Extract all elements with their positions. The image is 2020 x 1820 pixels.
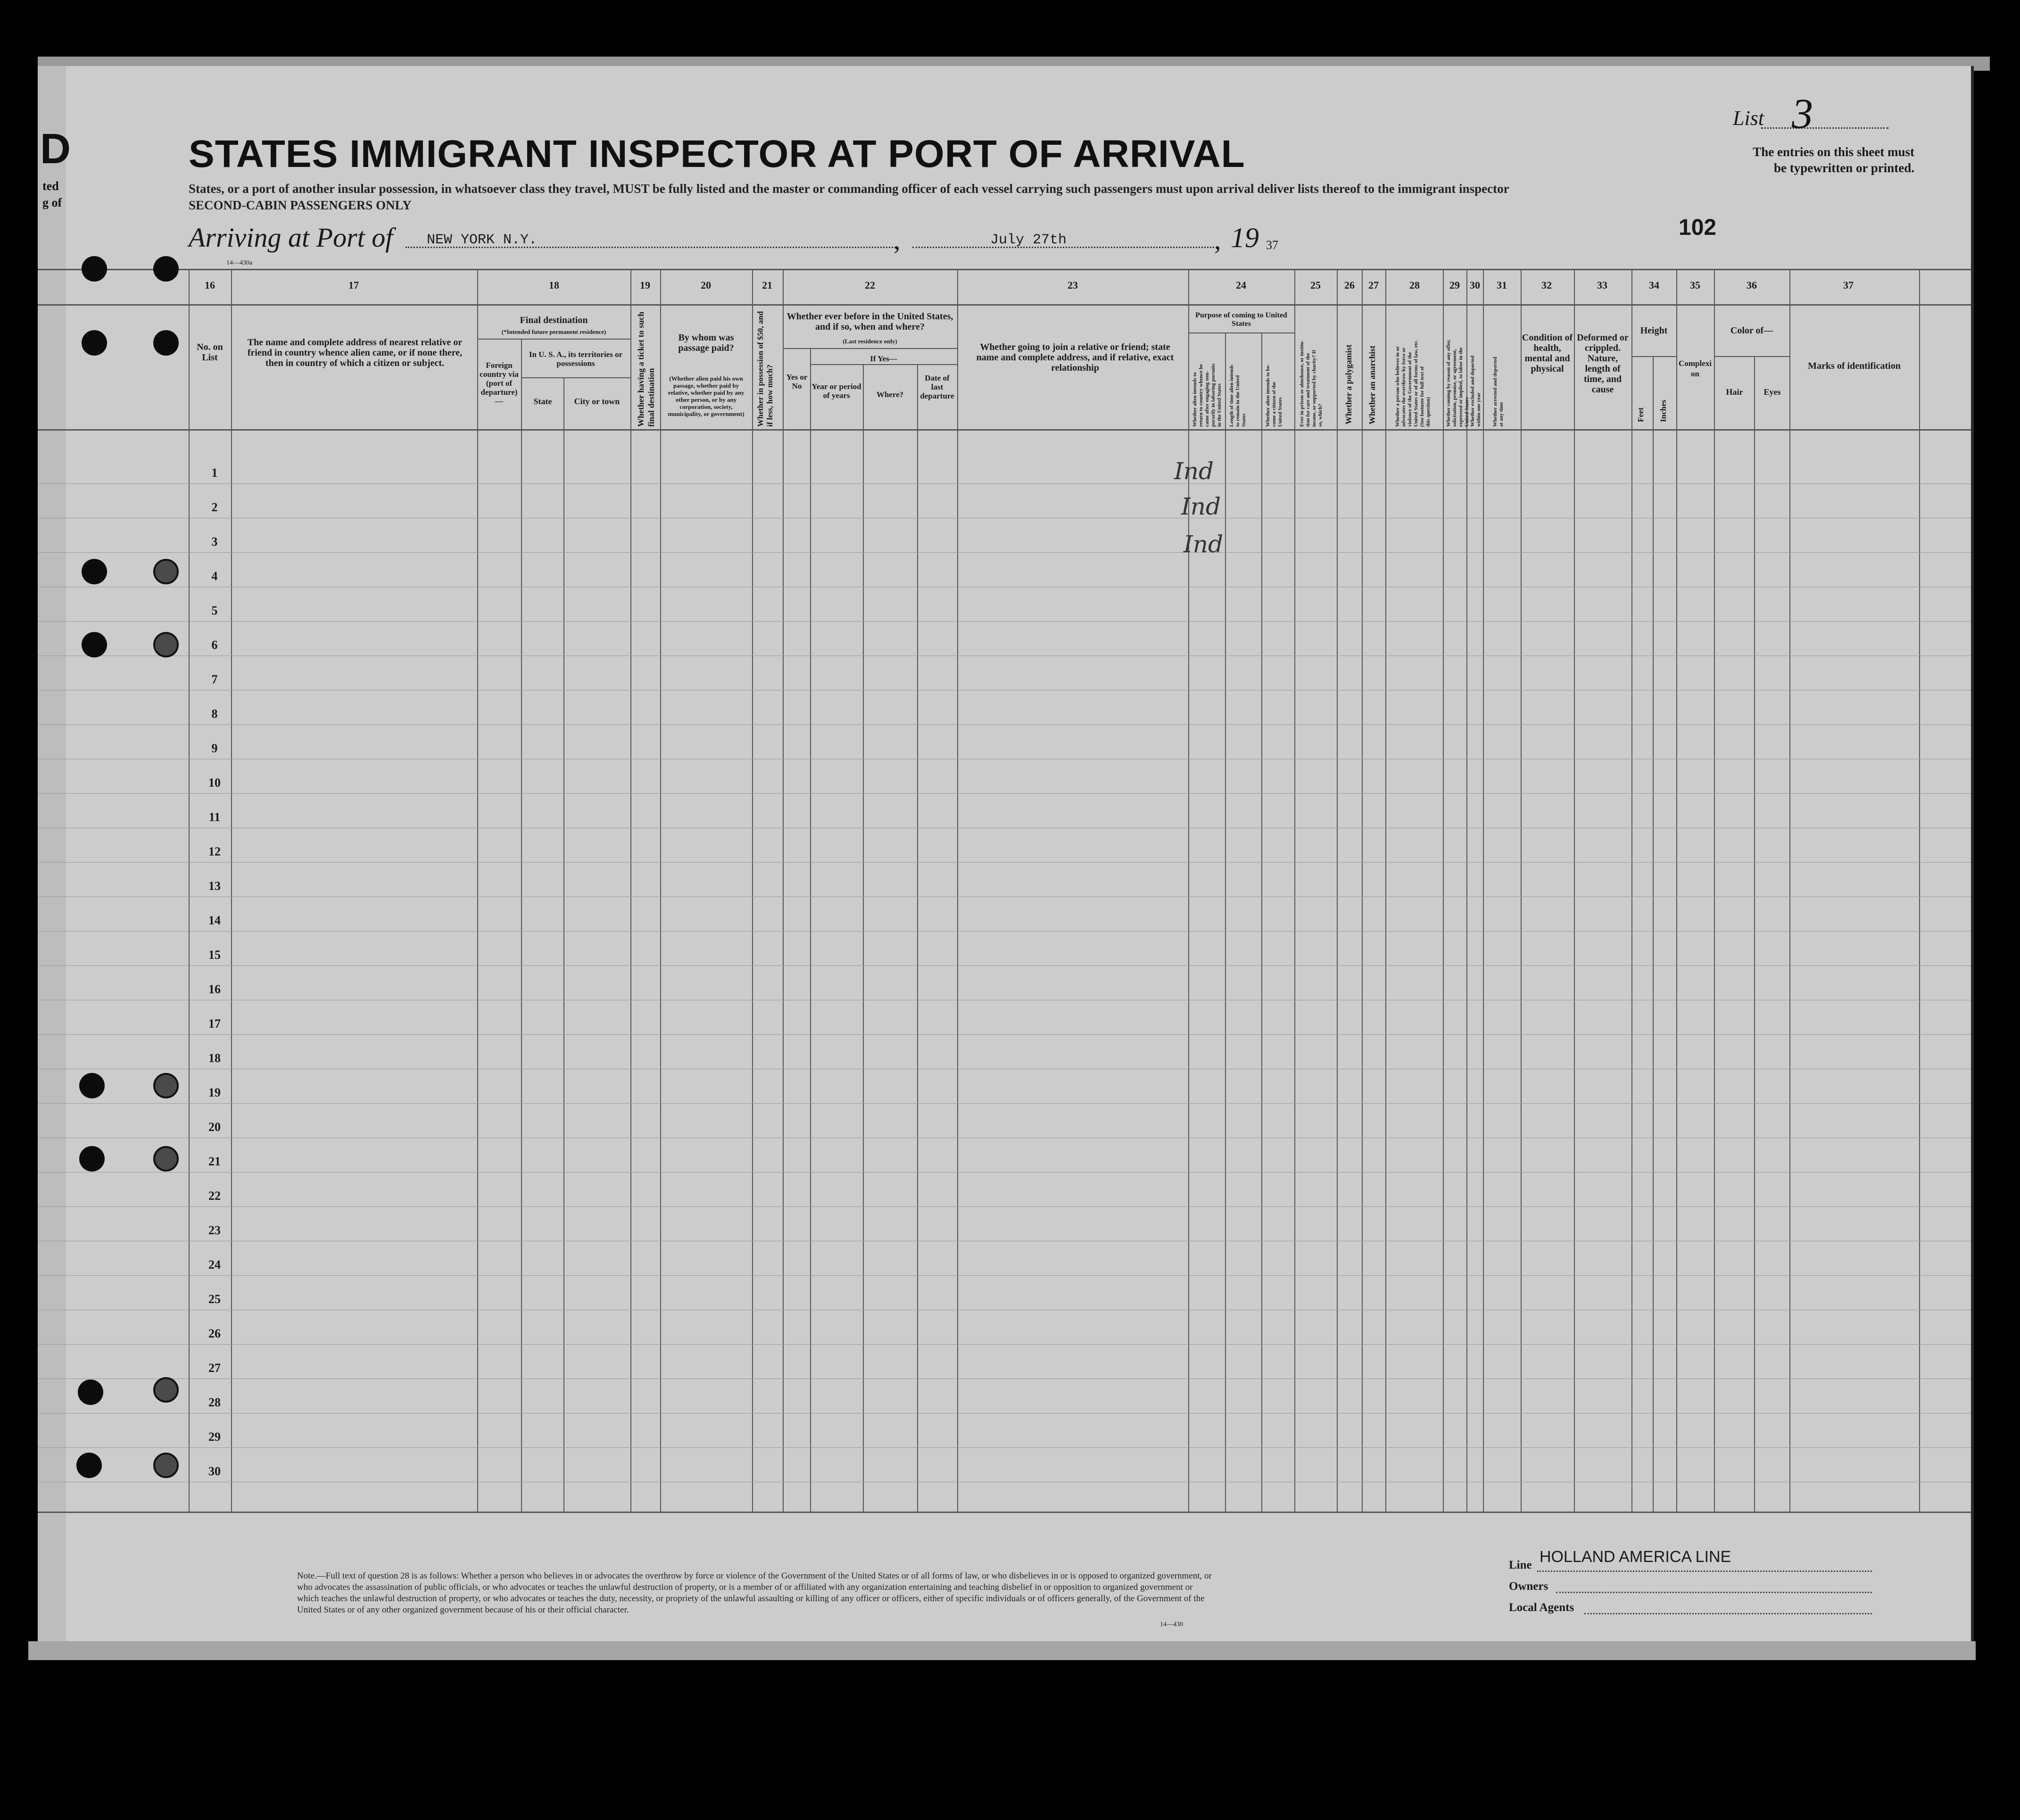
- header-inches: Inches: [1659, 399, 1668, 422]
- grid-col-line: [1653, 356, 1654, 1512]
- footnote-question-28: Note.—Full text of question 28 is as follows: Whether a person who believes in or advocates the overthrow by force or violence of the Government of the United States or of all forms of law, or who disbelieves in or is opposed to organized government, or who advocates the assassination of public officials, or who advocates or teaches the unlawful destruction of property, or is a member of or affiliated with any organization entertaining and teaching disbelief in or opposition to organized government or which teaches the unlawful destruction of property, or who advocates or teaches the duty, necessity, or propriety of the unlawful assaulting or killing of any officer or officers, either of specific individuals or of officers generally, of the Government of the United States or of any other organized government because of his or their official character.: [297, 1571, 1212, 1615]
- grid-subline: [477, 339, 630, 340]
- grid-col-line: [1574, 269, 1575, 1512]
- grid-subline: [521, 377, 630, 378]
- row-number: 16: [208, 982, 221, 996]
- header-in-usa: In U. S. A., its territories or possessions: [529, 350, 623, 368]
- column-number: 27: [1368, 279, 1379, 291]
- grid-subline: [1188, 332, 1294, 333]
- grid-col-line: [1362, 269, 1363, 1512]
- manifest-sheet: [38, 66, 1974, 1646]
- grid-col-line: [563, 377, 564, 1512]
- row-number: 24: [208, 1258, 221, 1272]
- row-line: [38, 724, 1971, 725]
- header-yes-no: Yes or No: [786, 373, 808, 391]
- footer-form-number: 14—430: [1160, 1621, 1183, 1628]
- year-suffix: 37: [1266, 238, 1278, 252]
- header-last-residence: (Last residence only): [843, 338, 897, 345]
- row-number: 5: [211, 604, 218, 617]
- grid-col-line: [863, 364, 864, 1512]
- column-number: 16: [205, 279, 215, 291]
- header-deformed: Deformed or crippled. Nature, length of time, and cause: [1577, 332, 1629, 395]
- grid-col-line: [1466, 269, 1467, 1512]
- header-if-yes: If Yes—: [870, 354, 897, 363]
- header-purpose-citizen: Whether alien intends to be- come a citizen of the United States: [1265, 364, 1283, 427]
- grid-col-line: [810, 348, 811, 1512]
- port-value: NEW YORK N.Y.: [427, 232, 538, 248]
- binder-hole: [82, 632, 107, 657]
- column-number: 17: [348, 279, 359, 291]
- header-ever-before-us: Whether ever before in the United States, and if so, when and where?: [786, 311, 953, 332]
- binder-hole: [153, 559, 179, 584]
- grid-col-line: [1676, 269, 1677, 1512]
- grid-subline: [1714, 356, 1789, 357]
- binder-hole: [79, 1146, 105, 1172]
- header-excluded: Whether excluded and deported within one year: [1470, 355, 1482, 427]
- grid-bottom-line: [38, 1512, 1971, 1513]
- row-line: [38, 1275, 1971, 1276]
- form-title: STATES IMMIGRANT INSPECTOR AT PORT OF ARRIVAL: [189, 133, 1245, 175]
- grid-subline: [1631, 356, 1676, 357]
- column-number: 31: [1497, 279, 1507, 291]
- row-line: [38, 1447, 1971, 1448]
- binder-hole: [82, 559, 107, 584]
- row-number: 12: [208, 845, 221, 858]
- header-q28: Whether a person who believes in or advocates the overthrow by force or violence of the Government of the United States or of all forms of law, etc. (See footnote for full text of this question): [1395, 340, 1431, 427]
- grid-colnum-line: [38, 304, 1971, 306]
- entries-note: [1679, 144, 1914, 176]
- line-label: Line: [1509, 1559, 1532, 1571]
- local-agents-label: Local Agents: [1509, 1601, 1574, 1614]
- column-number: 35: [1690, 279, 1700, 291]
- row-number: 7: [211, 673, 218, 686]
- left-stub-letter: D: [40, 125, 71, 173]
- grid-col-line: [1483, 269, 1484, 1512]
- row-number: 9: [211, 741, 218, 755]
- row-number: 10: [208, 776, 221, 789]
- row-number: 1: [211, 466, 218, 480]
- row-number: 3: [211, 535, 218, 548]
- row-number: 26: [208, 1327, 221, 1340]
- column-number: 34: [1649, 279, 1659, 291]
- column-number: 33: [1597, 279, 1607, 291]
- grid-col-line: [957, 269, 958, 1512]
- row-number: 20: [208, 1120, 221, 1134]
- arriving-label: Arriving at Port of: [189, 222, 393, 253]
- grid-col-line: [1631, 269, 1632, 1512]
- grid-col-line: [1789, 269, 1790, 1512]
- row-number: 2: [211, 500, 218, 514]
- owners-label: Owners: [1509, 1580, 1548, 1593]
- header-join-relative: Whether going to join a relative or friend; state name and complete address, and if relative, exact relationship: [976, 342, 1174, 373]
- row-number: 17: [208, 1017, 221, 1031]
- local-agents-rule: [1584, 1613, 1872, 1614]
- row-line: [38, 1103, 1971, 1104]
- row-number: 11: [208, 810, 221, 824]
- grid-col-line: [477, 269, 478, 1512]
- binder-hole: [153, 1073, 179, 1098]
- header-city: City or town: [574, 397, 620, 406]
- entries-note-line-1: The entries on this sheet must: [1753, 145, 1914, 159]
- row-line: [38, 793, 1971, 794]
- grid-col-line: [660, 269, 661, 1512]
- grid-subline: [810, 364, 957, 365]
- header-color-of: Color of—: [1730, 325, 1773, 336]
- binder-hole: [153, 330, 179, 356]
- grid-col-line: [917, 364, 918, 1512]
- row-line: [38, 862, 1971, 863]
- grid-col-line: [1294, 269, 1295, 1512]
- binder-hole: [153, 632, 179, 657]
- header-nearest-relative: The name and complete address of nearest relative or friend in country whence alien came, or if none there, then in country of which a citizen or subject.: [247, 337, 463, 368]
- grid-col-line: [1261, 332, 1262, 1512]
- row-number: 23: [208, 1223, 221, 1237]
- grid-col-line: [752, 269, 753, 1512]
- header-height: Height: [1640, 325, 1668, 336]
- handwritten-purpose-entry: Ind: [1184, 531, 1223, 558]
- row-number: 6: [211, 638, 218, 652]
- header-passage-paid: By whom was passage paid?: [678, 332, 734, 353]
- column-number: 36: [1747, 279, 1757, 291]
- binder-hole: [153, 256, 179, 282]
- binder-hole: [153, 1146, 179, 1172]
- header-state: State: [533, 397, 552, 406]
- grid-col-line: [231, 269, 232, 1512]
- line-rule: [1537, 1571, 1872, 1572]
- left-stub-text-1: ted: [42, 179, 59, 193]
- year-prefix: 19: [1231, 222, 1259, 253]
- column-number: 21: [762, 279, 772, 291]
- header-arrested: Whether arrested and deported at any time: [1492, 357, 1504, 427]
- header-ticket: Whether having a ticket to such final destination: [636, 311, 656, 427]
- row-number: 4: [211, 569, 218, 583]
- column-number: 32: [1541, 279, 1552, 291]
- column-number: 24: [1236, 279, 1246, 291]
- column-number: 20: [701, 279, 711, 291]
- grid-col-line: [1385, 269, 1386, 1512]
- header-prison: Ever in prison or almshouse, or institu- tion for care and treatment of the insane, or supported by charity? If so, which?: [1299, 340, 1323, 427]
- row-line: [38, 1344, 1971, 1345]
- grid-col-line: [1919, 269, 1920, 1512]
- row-number: 30: [208, 1464, 221, 1478]
- binder-hole: [153, 1377, 179, 1403]
- row-line: [38, 621, 1971, 622]
- header-final-destination-note: (*Intended future permanent residence): [501, 328, 606, 335]
- row-number: 13: [208, 879, 221, 893]
- column-number: 18: [549, 279, 559, 291]
- row-line: [38, 965, 1971, 966]
- entries-note-line-2: be typewritten or printed.: [1774, 161, 1914, 175]
- row-line: [38, 483, 1971, 484]
- grid-col-line: [630, 269, 631, 1512]
- grid-col-line: [189, 269, 190, 1512]
- grid-subline: [783, 348, 957, 349]
- grid-col-line: [1754, 356, 1755, 1512]
- left-stub-text-2: g of: [42, 196, 62, 209]
- header-where: Where?: [876, 390, 904, 399]
- comma-separator: ,: [1214, 224, 1221, 255]
- binder-hole: [82, 256, 107, 282]
- handwritten-purpose-entry: Ind: [1174, 457, 1214, 485]
- header-fifty-dollars: Whether in possession of $50, and if less, how much?: [756, 311, 774, 427]
- list-label: List: [1733, 107, 1764, 130]
- grid-col-line: [1714, 269, 1715, 1512]
- owners-rule: [1556, 1592, 1872, 1593]
- row-number: 28: [208, 1396, 221, 1409]
- row-number: 25: [208, 1292, 221, 1306]
- grid-col-line: [1443, 269, 1444, 1512]
- header-marks-identification: Marks of identification: [1808, 361, 1901, 371]
- header-purpose-length: Length of time alien intends to remain in the United States: [1229, 365, 1247, 427]
- column-number: 22: [865, 279, 875, 291]
- row-number: 21: [208, 1155, 221, 1168]
- column-number: 26: [1344, 279, 1355, 291]
- form-number: 14—430a: [226, 259, 253, 266]
- binder-hole: [82, 330, 107, 356]
- binder-hole: [78, 1380, 103, 1405]
- row-line: [38, 552, 1971, 553]
- row-number: 18: [208, 1051, 221, 1065]
- binder-hole: [153, 1453, 179, 1478]
- column-number: 28: [1409, 279, 1420, 291]
- grid-col-line: [1188, 269, 1189, 1512]
- grid-col-line: [783, 269, 784, 1512]
- header-anarchist: Whether an anarchist: [1367, 345, 1377, 424]
- header-years: Year or period of years: [811, 382, 861, 400]
- header-foreign-country: Foreign country via (port of departure)—: [480, 361, 519, 406]
- row-number: 22: [208, 1189, 221, 1203]
- sheet-number: 102: [1679, 215, 1717, 240]
- passenger-class-note: SECOND-CABIN PASSENGERS ONLY: [189, 198, 412, 212]
- page-bottom-edge: [28, 1641, 1976, 1660]
- column-number: 30: [1470, 279, 1480, 291]
- date-value: July 27th: [990, 232, 1067, 248]
- row-number: 19: [208, 1086, 221, 1099]
- shipping-line-name: HOLLAND AMERICA LINE: [1540, 1548, 1731, 1566]
- header-purpose: Purpose of coming to United States: [1195, 311, 1287, 328]
- header-date-departure: Date of last departure: [920, 374, 954, 400]
- header-final-destination: Final destination: [520, 315, 588, 325]
- row-number: 14: [208, 914, 221, 927]
- grid-col-line: [1225, 332, 1226, 1512]
- grid-col-line: [1521, 269, 1522, 1512]
- binding-margin: [38, 66, 66, 1646]
- row-number: 15: [208, 948, 221, 962]
- grid-col-line: [521, 339, 522, 1512]
- comma-separator: ,: [894, 224, 901, 255]
- header-hair: Hair: [1726, 387, 1743, 397]
- binder-hole: [76, 1453, 102, 1478]
- row-number: 8: [211, 707, 218, 721]
- grid-header-bottom-line: [38, 429, 1971, 431]
- column-number: 23: [1068, 279, 1078, 291]
- instruction-text: States, or a port of another insular possession, in whatsoever class they travel, MUST be fully listed and the master or commanding officer of each vessel carrying such passengers must upon arrival deliver lists thereof to the immigrant inspector: [189, 182, 1509, 196]
- header-polygamist: Whether a polygamist: [1344, 344, 1353, 424]
- column-number: 29: [1449, 279, 1460, 291]
- header-complexion: Complexion: [1679, 359, 1712, 378]
- row-line: [38, 1034, 1971, 1035]
- handwritten-purpose-entry: Ind: [1181, 493, 1221, 520]
- row-number: 27: [208, 1361, 221, 1375]
- column-number: 25: [1310, 279, 1321, 291]
- grid-top-line: [38, 269, 1971, 270]
- header-purpose-return: Whether alien intends to return to country whence he came after engaging tem- porarily in laboring pursuits in the United States: [1192, 363, 1222, 427]
- header-labor-offer: Whether coming by reason of any offer, solicitation, promise, or agreement, expressed or implied, to labor in the United States: [1446, 339, 1470, 427]
- column-number: 19: [640, 279, 650, 291]
- list-number-line: [1761, 127, 1888, 129]
- header-passage-paid-note: (Whether alien paid his own passage, whether paid by relative, whether paid by any other person, or by any corporation, society, municipality, or government): [668, 375, 745, 417]
- row-line: [38, 1206, 1971, 1207]
- row-number: 29: [208, 1430, 221, 1444]
- header-no-on-list: No. on List: [197, 342, 223, 363]
- header-health: Condition of health, mental and physical: [1522, 332, 1573, 374]
- header-eyes: Eyes: [1763, 387, 1781, 397]
- grid-col-line: [1337, 269, 1338, 1512]
- binder-hole: [79, 1073, 105, 1098]
- header-feet: Feet: [1636, 407, 1645, 422]
- list-number: 3: [1792, 91, 1813, 137]
- column-number: 37: [1843, 279, 1854, 291]
